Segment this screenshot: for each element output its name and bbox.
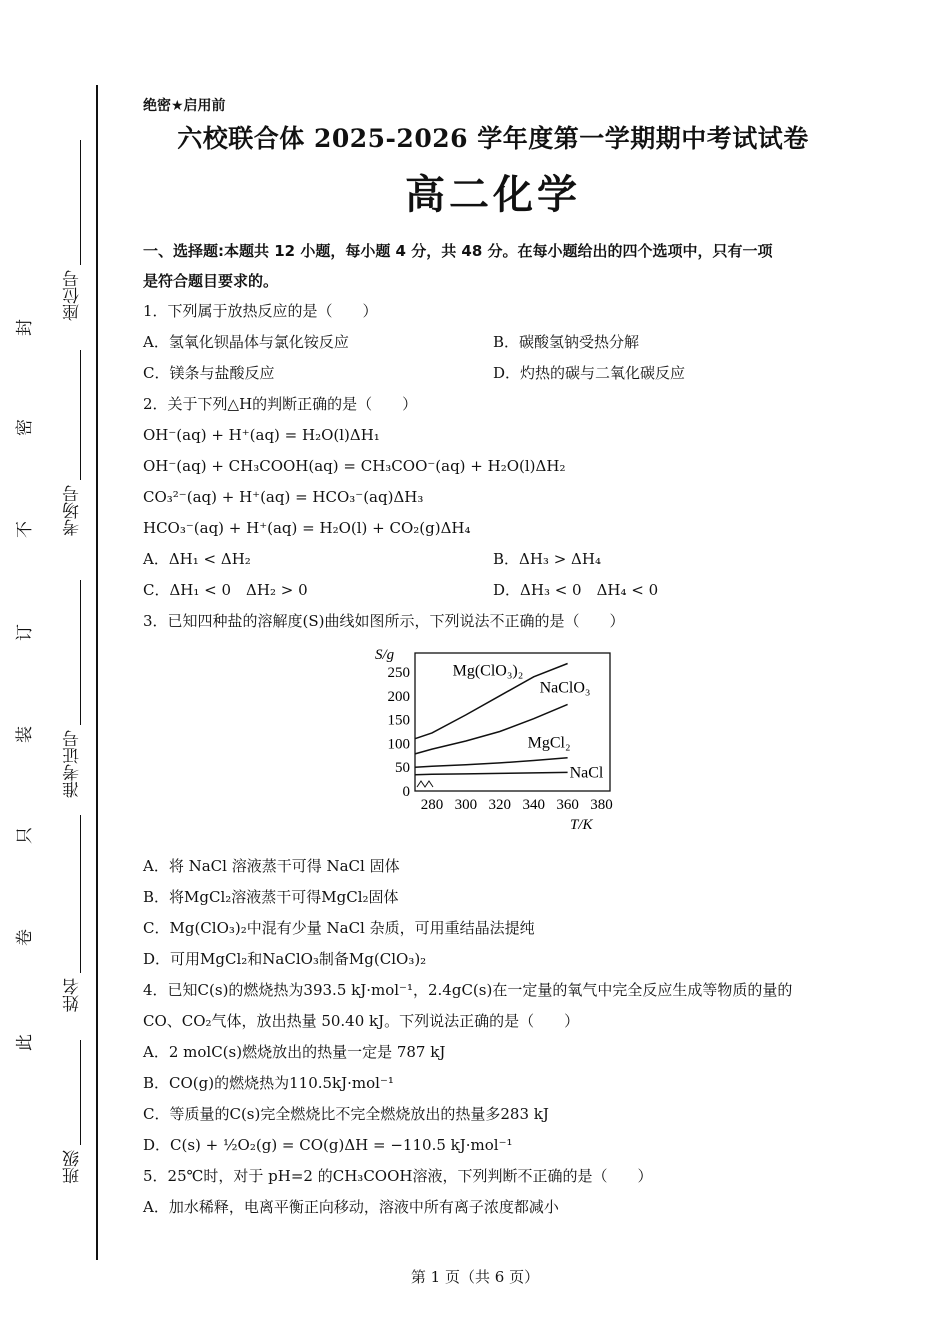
q1-option-a: A．氢氧化钡晶体与氯化铵反应 <box>143 333 349 351</box>
q3-option-c: C．Mg(ClO₃)₂中混有少量 NaCl 杂质，可用重结晶法提纯 <box>143 919 535 937</box>
q2-option-c: C．ΔH₁ < 0 ΔH₂ > 0 <box>143 581 308 599</box>
q1-options-row2 <box>143 358 843 389</box>
page-footer: 第 1 页（共 6 页） <box>410 1268 540 1286</box>
q2-equation-2: OH⁻(aq) + CH₃COOH(aq) = CH₃COO⁻(aq) + H₂O(l)ΔH₂ <box>143 457 566 475</box>
q4-stem-line1: 4．已知C(s)的燃烧热为393.5 kJ·mol⁻¹，2.4gC(s)在一定量的氧气中完全反应生成等物质的量的 <box>143 981 793 999</box>
q1-option-d: D．灼热的碳与二氧化碳反应 <box>493 364 686 382</box>
name-underline <box>80 815 81 973</box>
series-label-2: MgCl₂ <box>527 734 571 752</box>
x-tick-label: 380 <box>590 797 613 813</box>
solubility-chart <box>365 641 625 841</box>
q3-option-d: D．可用MgCl₂和NaClO₃制备Mg(ClO₃)₂ <box>143 950 427 968</box>
seal-char-juan: 卷 <box>15 929 35 946</box>
y-tick-label: 250 <box>387 665 410 682</box>
secret-label: 绝密★启用前 <box>143 98 226 114</box>
q4-option-a: A．2 molC(s)燃烧放出的热量一定是 787 kJ <box>143 1043 446 1061</box>
q1-stem: 1．下列属于放热反应的是（ ） <box>143 302 378 320</box>
exam-content <box>143 95 843 1223</box>
q4-option-b: B．CO(g)的燃烧热为110.5kJ·mol⁻¹ <box>143 1074 394 1092</box>
q1-option-b: B．碳酸氢钠受热分解 <box>493 333 640 351</box>
seal-char-ci: 此 <box>15 1034 35 1051</box>
series-line-2 <box>415 758 568 768</box>
q2-option-b: B．ΔH₃ > ΔH₄ <box>493 550 601 568</box>
seal-char-ding: 订 <box>15 624 35 641</box>
section-heading-line2: 是符合题目要求的。 <box>143 272 279 290</box>
series-label-3: NaCl <box>569 764 604 782</box>
y-axis-label: S/g <box>375 647 395 663</box>
y-tick-label: 50 <box>395 760 410 777</box>
q1-option-c: C．镁条与盐酸反应 <box>143 364 275 382</box>
q2-equation-3: CO₃²⁻(aq) + H⁺(aq) = HCO₃⁻(aq)ΔH₃ <box>143 488 424 506</box>
x-tick-label: 320 <box>488 797 512 813</box>
solubility-chart-svg <box>365 641 625 841</box>
q3-option-a: A．将 NaCl 溶液蒸干可得 NaCl 固体 <box>143 857 400 875</box>
seat-number-label: 座位号 <box>63 270 83 321</box>
y-tick-label: 0 <box>402 784 410 800</box>
seat-number-underline <box>80 140 81 265</box>
y-tick-label: 100 <box>387 736 410 753</box>
admission-number-underline <box>80 580 81 725</box>
q2-stem: 2．关于下列△H的判断正确的是（ ） <box>143 395 418 413</box>
seal-char-zhuang: 装 <box>15 726 35 743</box>
q4-stem-line2: CO、CO₂气体，放出热量 50.40 kJ。下列说法正确的是（ ） <box>143 1012 580 1030</box>
exam-room-label: 考场号 <box>63 485 83 536</box>
q2-equation-1: OH⁻(aq) + H⁺(aq) = H₂O(l)ΔH₁ <box>143 426 380 444</box>
x-tick-label: 340 <box>522 797 545 813</box>
y-tick-label: 200 <box>387 688 410 705</box>
binding-line <box>96 85 98 1260</box>
x-tick-label: 280 <box>420 797 444 813</box>
q5-stem: 5．25℃时，对于 pH=2 的CH₃COOH溶液，下列判断不正确的是（ ） <box>143 1167 653 1185</box>
axis-break-mark <box>417 781 433 787</box>
section-heading-line1: 一、选择题:本题共 12 小题，每小题 4 分，共 48 分。在每小题给出的四个选项中，只有一项 <box>143 242 773 260</box>
q2-option-a: A．ΔH₁ < ΔH₂ <box>143 550 251 568</box>
q4-option-d: D．C(s) + ½O₂(g) = CO(g)ΔH = −110.5 kJ·mol⁻¹ <box>143 1136 513 1154</box>
q1-options-row1 <box>143 327 843 358</box>
series-line-3 <box>415 772 568 774</box>
q5-option-a: A．加水稀释，电离平衡正向移动，溶液中所有离子浓度都减小 <box>143 1198 559 1216</box>
exam-room-underline <box>80 350 81 480</box>
q2-options-row1 <box>143 544 843 575</box>
exam-title: 六校联合体 2025-2026 学年度第一学期期中考试试卷 <box>177 124 809 153</box>
seal-char-zhi: 只 <box>15 827 35 844</box>
y-tick-label: 150 <box>387 712 410 729</box>
name-label: 姓名 <box>63 978 83 1012</box>
subject-title: 高二化学 <box>405 172 581 218</box>
q3-stem: 3．已知四种盐的溶解度(S)曲线如图所示，下列说法不正确的是（ ） <box>143 612 625 630</box>
x-axis-label: T/K <box>570 817 593 833</box>
x-tick-label: 360 <box>556 797 579 813</box>
series-label-1: NaClO₃ <box>539 679 591 697</box>
q2-equation-4: HCO₃⁻(aq) + H⁺(aq) = H₂O(l) + CO₂(g)ΔH₄ <box>143 519 471 537</box>
seal-char-bu: 不 <box>15 521 35 538</box>
seal-char-feng: 封 <box>15 319 35 336</box>
q4-option-c: C．等质量的C(s)完全燃烧比不完全燃烧放出的热量多283 kJ <box>143 1105 549 1123</box>
class-label: 班级 <box>63 1150 83 1184</box>
q2-option-d: D．ΔH₃ < 0 ΔH₄ < 0 <box>493 581 659 599</box>
q2-options-row2 <box>143 575 843 606</box>
x-tick-label: 300 <box>454 797 478 813</box>
admission-number-label: 准考证号 <box>63 730 83 798</box>
q3-option-b: B．将MgCl₂溶液蒸干可得MgCl₂固体 <box>143 888 399 906</box>
series-label-0: Mg(ClO₃)₂ <box>452 662 524 680</box>
class-underline <box>80 1040 81 1145</box>
seal-char-mi: 密 <box>15 419 35 436</box>
